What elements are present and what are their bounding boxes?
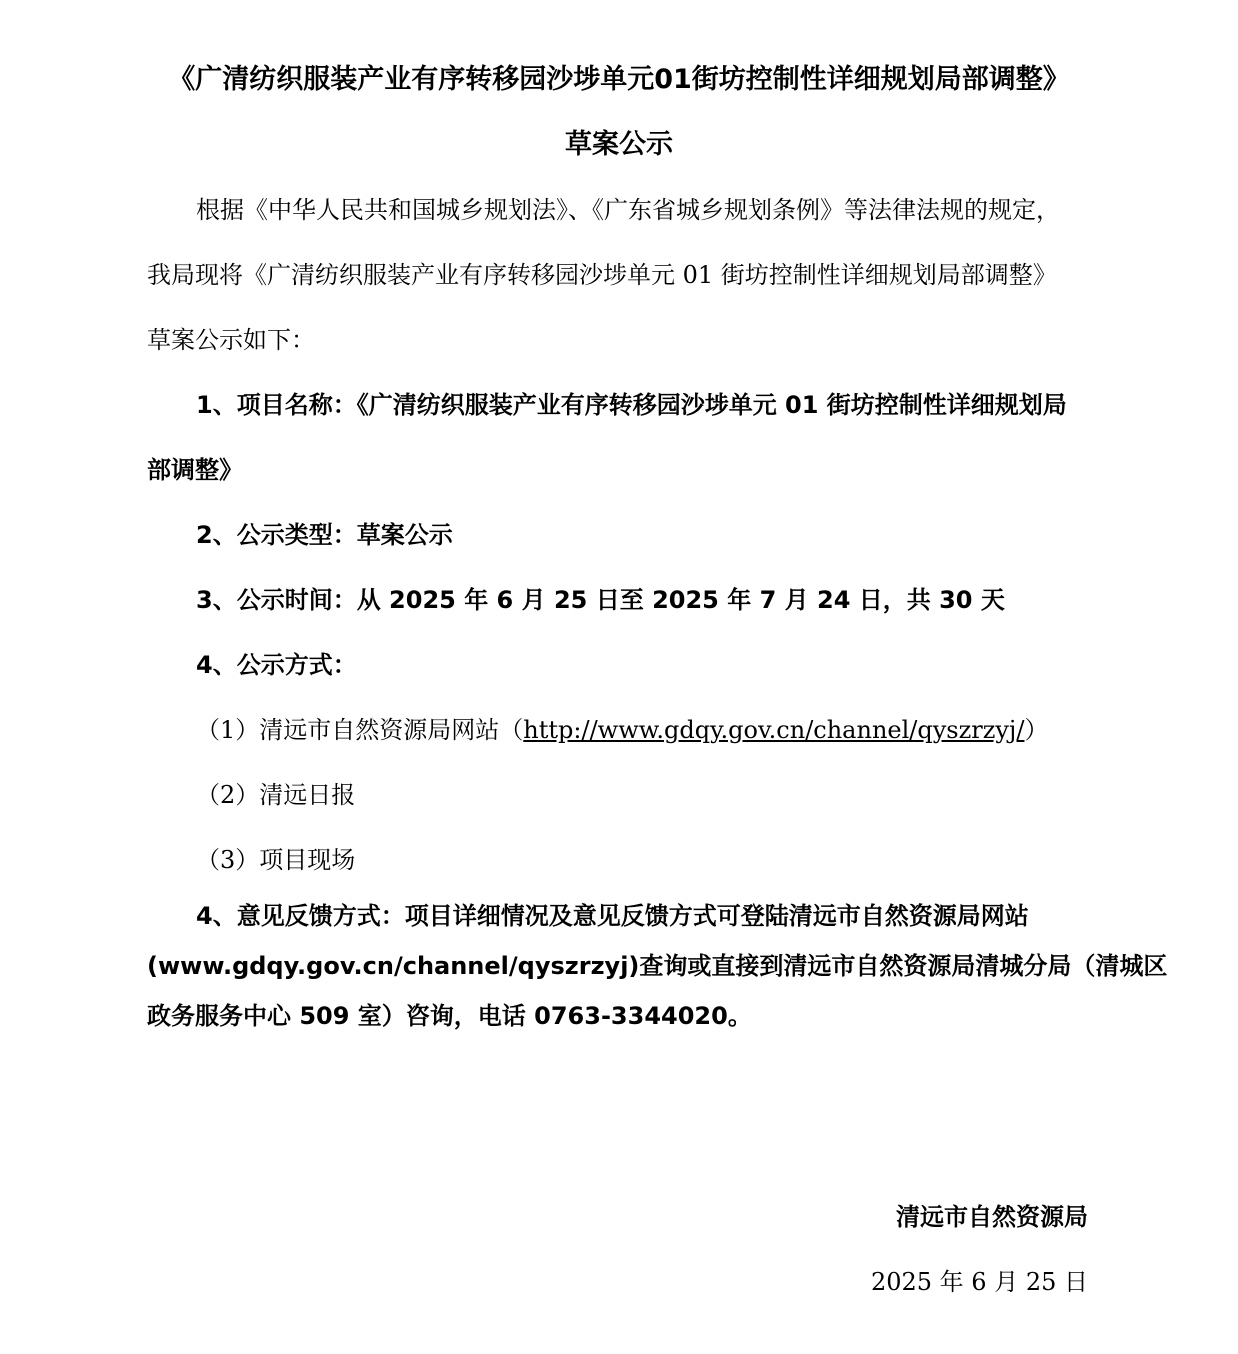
item-publicity-time: 3、公示时间：从 2025 年 6 月 25 日至 2025 年 7 月 24 日，共 30 天 — [196, 586, 1005, 614]
intro-line3: 草案公示如下： — [147, 326, 315, 354]
feedback-line1: 4、意见反馈方式：项目详细情况及意见反馈方式可登陆清远市自然资源局网站 — [196, 902, 1029, 930]
method-website-suffix: ） — [1024, 716, 1049, 744]
item-project-name-line1: 1、项目名称：《广清纺织服装产业有序转移园沙埗单元 01 街坊控制性详细规划局 — [196, 391, 1067, 419]
document-title-line2: 草案公示 — [565, 129, 673, 160]
method-newspaper: （2）清远日报 — [196, 781, 356, 809]
website-link[interactable]: http://www.gdqy.gov.cn/channel/qyszrzyj/ — [523, 716, 1025, 744]
method-website-prefix: （1）清远市自然资源局网站（ — [196, 716, 524, 744]
signature-organization: 清远市自然资源局 — [896, 1203, 1088, 1231]
signature-date: 2025 年 6 月 25 日 — [870, 1268, 1088, 1296]
feedback-line3: 政务服务中心 509 室）咨询，电话 0763-3344020。 — [147, 1002, 752, 1030]
document-title-line1: 《广清纺织服装产业有序转移园沙埗单元01街坊控制性详细规划局部调整》 — [168, 64, 1070, 95]
method-site: （3）项目现场 — [196, 846, 356, 874]
feedback-line2: (www.gdqy.gov.cn/channel/qyszrzyj)查询或直接到清远市自然资源局清城分局（清城区 — [147, 952, 1168, 980]
item-publicity-type: 2、公示类型：草案公示 — [196, 521, 453, 549]
intro-line2: 我局现将《广清纺织服装产业有序转移园沙埗单元 01 街坊控制性详细规划局部调整》 — [147, 261, 1057, 289]
intro-line1: 根据《中华人民共和国城乡规划法》、《广东省城乡规划条例》等法律法规的规定， — [196, 196, 1060, 224]
item-project-name-line2: 部调整》 — [147, 456, 243, 484]
method-website — [196, 714, 1048, 746]
item-publicity-method-heading: 4、公示方式： — [196, 651, 357, 679]
